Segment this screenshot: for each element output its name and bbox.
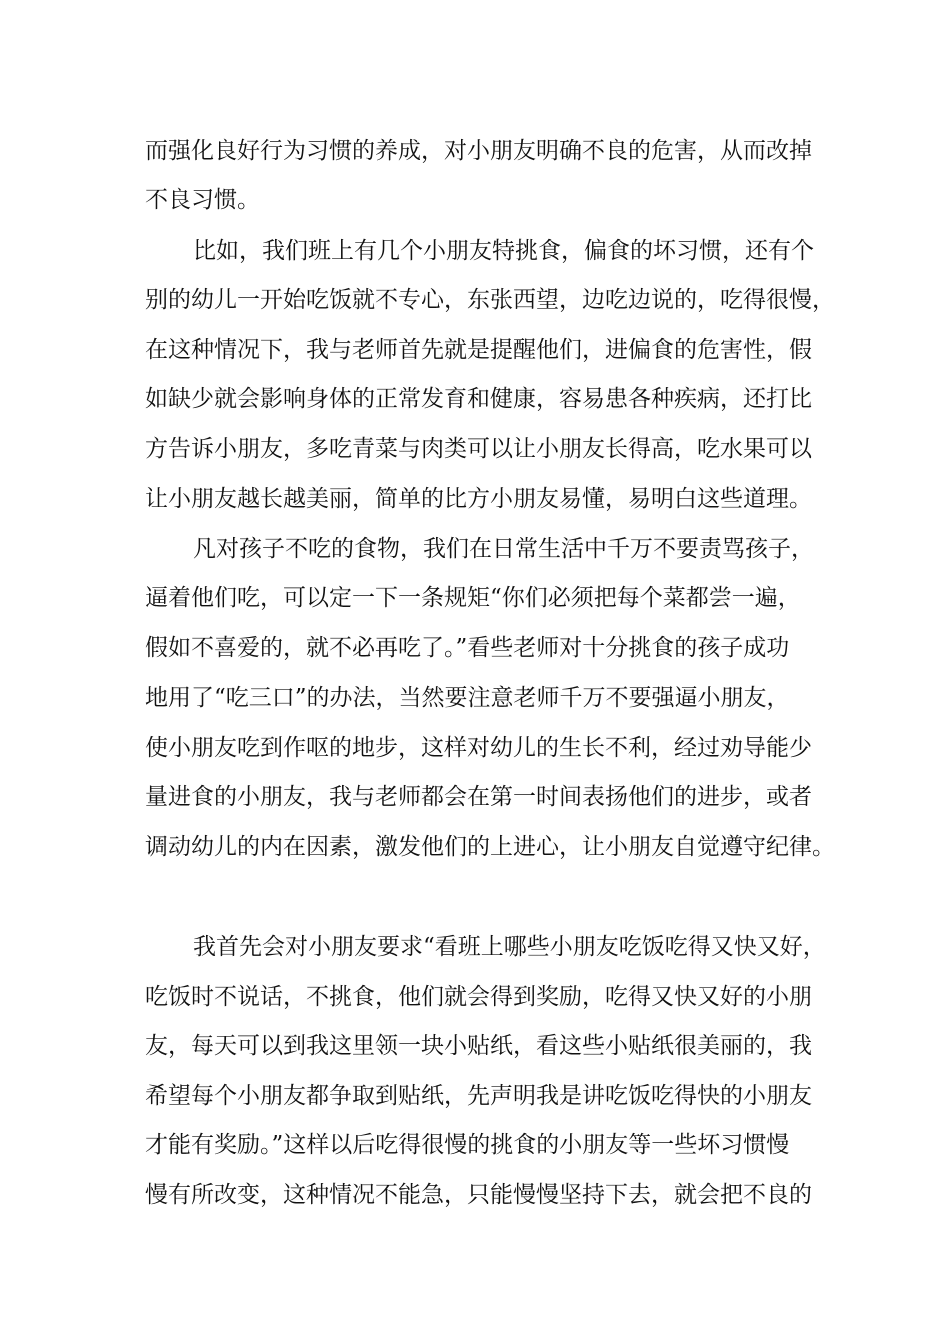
paragraph-4-line-6: 慢有所改变，这种情况不能急，只能慢慢坚持下去，就会把不良的 bbox=[145, 1182, 812, 1208]
paragraph-2-line-2: 别的幼儿一开始吃饭就不专心，东张西望，边吃边说的，吃得很慢， bbox=[145, 287, 835, 313]
paragraph-3-line-7: 调动幼儿的内在因素，激发他们的上进心，让小朋友自觉遵守纪律。 bbox=[145, 834, 835, 860]
paragraph-4-line-4: 希望每个小朋友都争取到贴纸，先声明我是讲吃饭吃得快的小朋友 bbox=[145, 1083, 812, 1109]
paragraph-3-line-3: 假如不喜爱的，就不必再吃了。”看些老师对十分挑食的孩子成功 bbox=[145, 635, 790, 661]
paragraph-4-line-2: 吃饭时不说话，不挑食，他们就会得到奖励，吃得又快又好的小朋 bbox=[145, 984, 812, 1010]
paragraph-1-line-2: 不良习惯。 bbox=[145, 187, 260, 213]
paragraph-2-line-3: 在这种情况下，我与老师首先就是提醒他们，进偏食的危害性，假 bbox=[145, 337, 812, 363]
paragraph-2-line-1: 比如，我们班上有几个小朋友特挑食，偏食的坏习惯，还有个 bbox=[193, 238, 814, 264]
paragraph-4-line-5: 才能有奖励。”这样以后吃得很慢的挑食的小朋友等一些坏习惯慢 bbox=[145, 1132, 790, 1158]
paragraph-3-line-6: 量进食的小朋友，我与老师都会在第一时间表扬他们的进步，或者 bbox=[145, 784, 812, 810]
paragraph-2-line-4: 如缺少就会影响身体的正常发育和健康，容易患各种疾病，还打比 bbox=[145, 386, 812, 412]
paragraph-1-line-1: 而强化良好行为习惯的养成，对小朋友明确不良的危害，从而改掉 bbox=[145, 138, 812, 164]
paragraph-2-line-5: 方告诉小朋友，多吃青菜与肉类可以让小朋友长得高，吃水果可以 bbox=[145, 436, 812, 462]
paragraph-4-line-3: 友，每天可以到我这里领一块小贴纸，看这些小贴纸很美丽的，我 bbox=[145, 1033, 812, 1059]
paragraph-2-line-6: 让小朋友越长越美丽，简单的比方小朋友易懂，易明白这些道理。 bbox=[145, 486, 812, 512]
paragraph-3-line-5: 使小朋友吃到作呕的地步，这样对幼儿的生长不利，经过劝导能少 bbox=[145, 735, 812, 761]
paragraph-3-line-2: 逼着他们吃，可以定一下一条规矩“你们必须把每个菜都尝一遍， bbox=[145, 585, 801, 611]
paragraph-3-line-1: 凡对孩子不吃的食物，我们在日常生活中千万不要责骂孩子， bbox=[193, 536, 814, 562]
paragraph-4-line-1: 我首先会对小朋友要求“看班上哪些小朋友吃饭吃得又快又好， bbox=[193, 934, 826, 960]
paragraph-3-line-4: 地用了“吃三口”的办法，当然要注意老师千万不要强逼小朋友， bbox=[145, 685, 790, 711]
